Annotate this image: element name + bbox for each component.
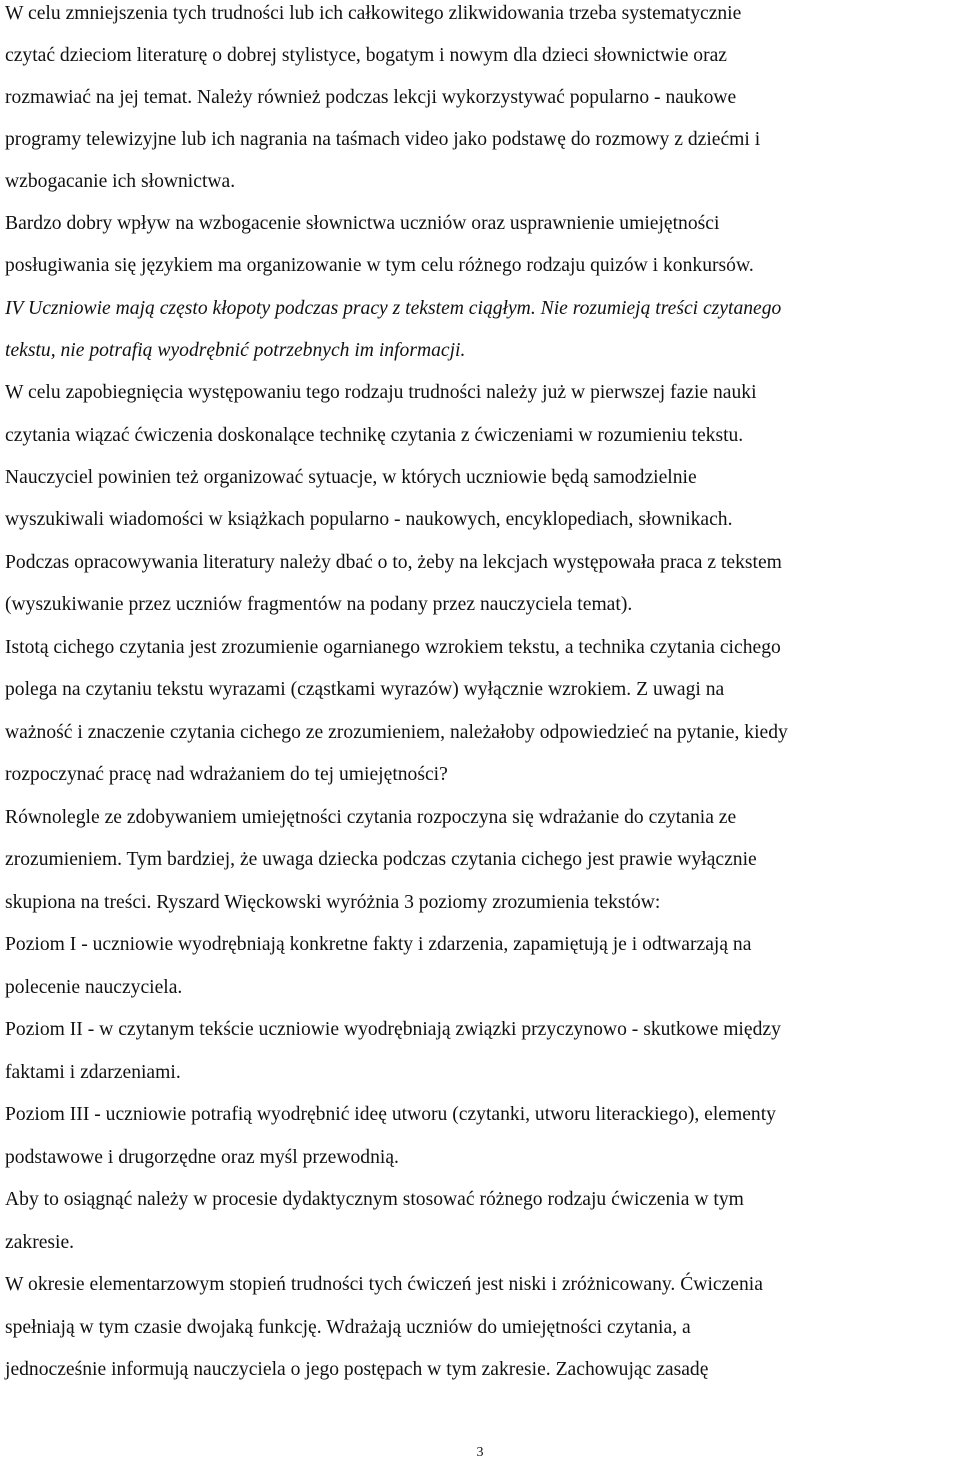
text-line: faktami i zdarzeniami. <box>5 1062 181 1083</box>
text-line: podstawowe i drugorzędne oraz myśl przewodnią. <box>5 1147 399 1168</box>
text-line: zrozumieniem. Tym bardziej, że uwaga dziecka podczas czytania cichego jest prawie wyłącznie <box>5 849 757 870</box>
text-line: W celu zmniejszenia tych trudności lub ich całkowitego zlikwidowania trzeba systematycznie <box>5 3 742 24</box>
text-line: polega na czytaniu tekstu wyrazami (cząstkami wyrazów) wyłącznie wzrokiem. Z uwagi na <box>5 679 725 700</box>
text-line: rozpoczynać pracę nad wdrażaniem do tej umiejętności? <box>5 764 448 785</box>
text-line: W celu zapobiegnięcia występowaniu tego rodzaju trudności należy już w pierwszej fazie nauki <box>5 382 757 403</box>
italic-text-line: tekstu, nie potrafią wyodrębnić potrzebnych im informacji. <box>5 340 466 361</box>
text-line: (wyszukiwanie przez uczniów fragmentów na podany przez nauczyciela temat). <box>5 594 633 615</box>
text-line: wyszukiwali wiadomości w książkach popularno - naukowych, encyklopediach, słownikach. <box>5 509 733 530</box>
text-line: skupiona na treści. Ryszard Więckowski wyróżnia 3 poziomy zrozumienia tekstów: <box>5 892 661 913</box>
text-line: polecenie nauczyciela. <box>5 977 183 998</box>
text-line: Istotą cichego czytania jest zrozumienie ogarnianego wzrokiem tekstu, a technika czytania cichego <box>5 637 781 658</box>
text-line: spełniają w tym czasie dwojaką funkcję. Wdrażają uczniów do umiejętności czytania, a <box>5 1317 691 1338</box>
text-line: programy telewizyjne lub ich nagrania na taśmach video jako podstawę do rozmowy z dziećmi i <box>5 129 761 150</box>
text-line: Bardzo dobry wpływ na wzbogacenie słownictwa uczniów oraz usprawnienie umiejętności <box>5 213 720 234</box>
text-line: czytania wiązać ćwiczenia doskonalące technikę czytania z ćwiczeniami w rozumieniu tekstu. <box>5 425 744 446</box>
text-line: Poziom I - uczniowie wyodrębniają konkretne fakty i zdarzenia, zapamiętują je i odtwarzają na <box>5 934 752 955</box>
text-line: zakresie. <box>5 1232 75 1253</box>
text-line: Podczas opracowywania literatury należy dbać o to, żeby na lekcjach występowała praca z tekstem <box>5 552 782 573</box>
text-line: ważność i znaczenie czytania cichego ze zrozumieniem, należałoby odpowiedzieć na pytanie, kiedy <box>5 722 788 743</box>
text-line: W okresie elementarzowym stopień trudności tych ćwiczeń jest niski i zróżnicowany. Ćwiczenia <box>5 1274 763 1295</box>
text-line: Aby to osiągnąć należy w procesie dydaktycznym stosować różnego rodzaju ćwiczenia w tym <box>5 1189 744 1210</box>
text-line: Poziom II - w czytanym tekście uczniowie wyodrębniają związki przyczynowo - skutkowe między <box>5 1019 781 1040</box>
text-line: posługiwania się językiem ma organizowanie w tym celu różnego rodzaju quizów i konkursów. <box>5 255 754 276</box>
text-line: rozmawiać na jej temat. Należy również podczas lekcji wykorzystywać popularno - naukowe <box>5 87 737 108</box>
text-line: jednocześnie informują nauczyciela o jego postępach w tym zakresie. Zachowując zasadę <box>5 1359 709 1380</box>
italic-text-line: IV Uczniowie mają często kłopoty podczas pracy z tekstem ciągłym. Nie rozumieją treści czytanego <box>5 298 782 319</box>
text-line: Poziom III - uczniowie potrafią wyodrębnić ideę utworu (czytanki, utworu literackiego), elementy <box>5 1104 776 1125</box>
text-line: Nauczyciel powinien też organizować sytuacje, w których uczniowie będą samodzielnie <box>5 467 697 488</box>
text-line: Równolegle ze zdobywaniem umiejętności czytania rozpoczyna się wdrażanie do czytania ze <box>5 807 737 828</box>
page-number: 3 <box>476 1445 484 1460</box>
text-line: wzbogacanie ich słownictwa. <box>5 171 236 192</box>
text-line: czytać dzieciom literaturę o dobrej stylistyce, bogatym i nowym dla dzieci słownictwie oraz <box>5 45 728 66</box>
